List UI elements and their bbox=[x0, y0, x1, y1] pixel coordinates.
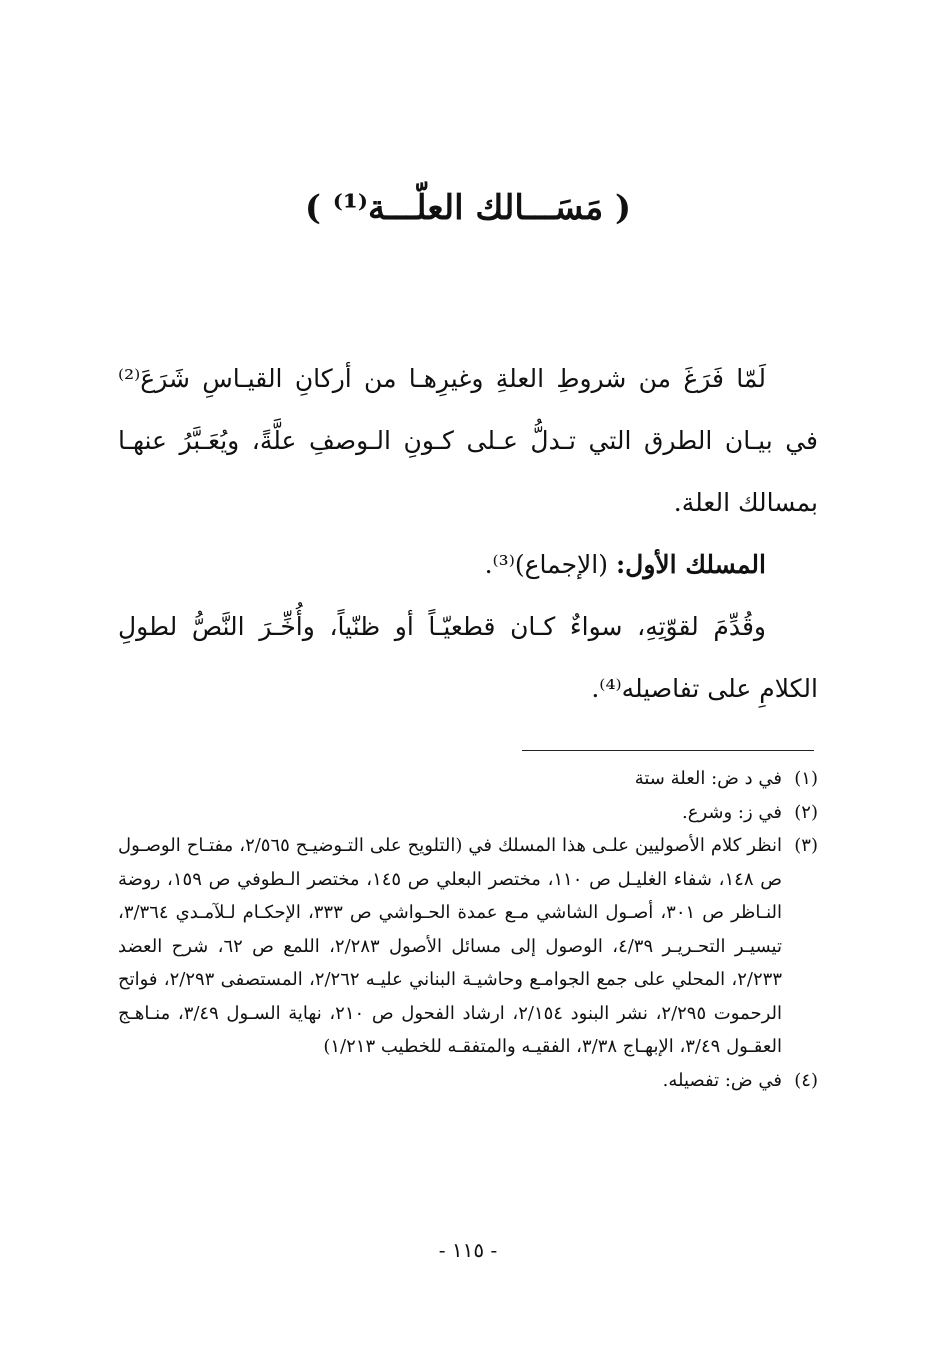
footnote-item bbox=[118, 762, 818, 796]
footnote-number: (٢) bbox=[794, 801, 818, 823]
section-label-rest: (الإجماع)⁽³⁾. bbox=[484, 550, 616, 579]
footnote-divider bbox=[522, 750, 814, 751]
footnote-text: في د ض: العلة ستة bbox=[634, 768, 782, 789]
footnote-text: انظر كلام الأصوليين علـى هذا المسلك في (التلويح على التـوضيـح ٢/٥٦٥، مفتـاح الوصـول ص ١٤٨، شفاء الغليـل ص ١١٠، مختصر البعلي ص ١٤٥، مختصر الـطوفي ص ١٥٩، روضة النـاظر ص ٣٠١، أصـول الشاشي مـع عمدة الحـواشي ص ٣٣٣، الإحكـام لـلآمـدي ٣/٣٦٤، تيسيـر التحـريـر ٤/٣٩، الوصول إلى مسائل الأصول ٢/٢٨٣، اللمع ص ٦٢، شرح العضد ٢/٢٣٣، المحلي على جمع الجوامـع وحاشيـة البناني عليـه ٢/٢٦٢، المستصفى ٢/٢٩٣، فواتح الرحموت ٢/٢٩٥، نشر البنود ٢/١٥٤، ارشاد الفحول ص ٢١٠، نهاية السـول ٣/٤٩، منـاهـج العقـول ٣/٤٩، الإبهـاج ٣/٣٨، الفقيـه والمتفقـه للخطيب ١/٢١٣) bbox=[118, 835, 783, 1057]
main-text bbox=[118, 348, 818, 720]
footnote-number: (١) bbox=[794, 768, 818, 789]
intro-paragraph: لَمّا فَرَغَ من شروطِ العلةِ وغيرِهـا من أركانِ القيـاسِ شَرَعَ⁽²⁾ في بيـان الطرق التي تـدلُّ عـلى كـونِ الـوصفِ علَّةً، ويُعَـبَّرُ عنهـا بمسالك العلة. bbox=[118, 364, 818, 517]
footnote-text: في ض: تفصيله. bbox=[662, 1069, 782, 1091]
section-label: المسلك الأول: bbox=[615, 550, 766, 579]
footnote-number: (٤) bbox=[794, 1069, 818, 1091]
page-number: - ١١٥ - bbox=[438, 1238, 498, 1262]
footnotes bbox=[118, 762, 818, 1097]
section-heading bbox=[118, 534, 818, 596]
second-paragraph: وقُدِّمَ لقوّتِهِ، سواءٌ كـان قطعيّـاً أو ظنّياً، وأُخِّـرَ النَّصُّ لطولِ الكلامِ على تفاصيله⁽⁴⁾. bbox=[118, 612, 818, 703]
footnote-text: في ز: وشرع. bbox=[682, 801, 782, 823]
footnote-item bbox=[118, 796, 818, 830]
footnote-item bbox=[118, 1064, 818, 1098]
footnote-number: (٣) bbox=[794, 835, 818, 856]
chapter-title: ( مَسَـــالك العلّـــة⁽¹⁾ ) bbox=[304, 188, 632, 228]
footnote-item bbox=[118, 829, 818, 1064]
